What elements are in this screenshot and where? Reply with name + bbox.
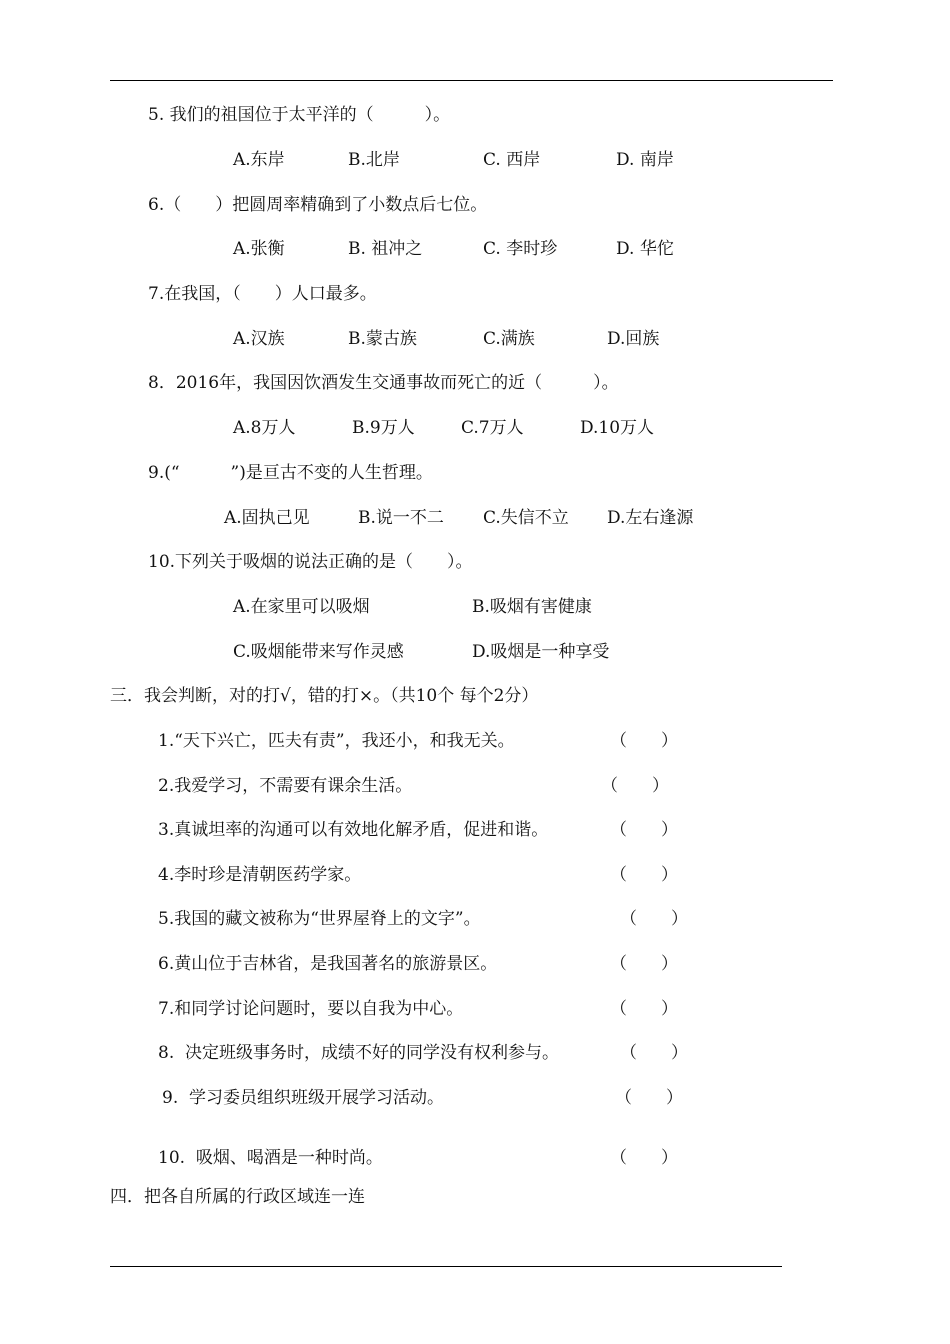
question-10-stem: 10.下列关于吸烟的说法正确的是（ ）。: [148, 552, 473, 572]
section-4-title: 四．把各自所属的行政区域连一连: [110, 1187, 365, 1207]
question-8-option-a: A.8万人: [233, 418, 296, 438]
question-7-option-d: D.回族: [607, 329, 660, 349]
footer-rule: [110, 1266, 782, 1267]
judge-blank-4[interactable]: （ ）: [610, 865, 678, 885]
question-10-option-a: A.在家里可以吸烟: [233, 597, 370, 617]
question-9-option-b: B.说一不二: [358, 508, 444, 528]
judge-item-10: 10. 吸烟、喝酒是一种时尚。: [158, 1148, 383, 1168]
judge-item-5: 5.我国的藏文被称为“世界屋脊上的文字”。: [158, 909, 481, 929]
judge-blank-9[interactable]: （ ）: [615, 1088, 683, 1108]
question-10-option-c: C.吸烟能带来写作灵感: [233, 642, 404, 662]
header-rule: [110, 80, 833, 81]
question-5-option-a: A.东岸: [233, 150, 285, 170]
judge-item-4: 4.李时珍是清朝医药学家。: [158, 865, 362, 885]
judge-blank-2[interactable]: （ ）: [601, 776, 669, 796]
judge-item-8: 8. 决定班级事务时，成绩不好的同学没有权利参与。: [158, 1043, 560, 1063]
judge-item-3: 3.真诚坦率的沟通可以有效地化解矛盾，促进和谐。: [158, 820, 549, 840]
question-5-option-c: C. 西岸: [483, 150, 541, 170]
question-7-option-a: A.汉族: [233, 329, 285, 349]
question-8-option-b: B.9万人: [352, 418, 415, 438]
question-9-option-a: A.固执己见: [224, 508, 310, 528]
question-10-option-b: B.吸烟有害健康: [472, 597, 592, 617]
judge-blank-7[interactable]: （ ）: [610, 999, 678, 1019]
judge-blank-5[interactable]: （ ）: [620, 909, 688, 929]
question-7-option-c: C.满族: [483, 329, 535, 349]
judge-item-7: 7.和同学讨论问题时，要以自我为中心。: [158, 999, 464, 1019]
judge-blank-3[interactable]: （ ）: [610, 820, 678, 840]
question-6-option-d: D. 华佗: [616, 239, 674, 259]
judge-item-1: 1.“天下兴亡，匹夫有责”，我还小，和我无关。: [158, 731, 515, 751]
question-8-option-c: C.7万人: [461, 418, 524, 438]
question-8-stem: 8．2016年，我国因饮酒发生交通事故而死亡的近（ ）。: [148, 373, 619, 393]
question-6-option-b: B. 祖冲之: [348, 239, 423, 259]
question-5-stem: 5. 我们的祖国位于太平洋的（ ）。: [148, 105, 451, 125]
question-9-option-c: C.失信不立: [483, 508, 569, 528]
question-5-option-d: D. 南岸: [616, 150, 674, 170]
question-10-option-d: D.吸烟是一种享受: [472, 642, 610, 662]
section-3-title: 三．我会判断，对的打√，错的打×。（共10个 每个2分）: [110, 686, 539, 706]
question-5-option-b: B.北岸: [348, 150, 400, 170]
judge-blank-6[interactable]: （ ）: [610, 954, 678, 974]
judge-item-9: 9. 学习委员组织班级开展学习活动。: [162, 1088, 445, 1108]
question-9-stem: 9.(“ ”)是亘古不变的人生哲理。: [148, 463, 433, 483]
question-6-option-c: C. 李时珍: [483, 239, 558, 259]
question-6-stem: 6.（ ）把圆周率精确到了小数点后七位。: [148, 195, 488, 215]
question-6-option-a: A.张衡: [233, 239, 285, 259]
question-8-option-d: D.10万人: [580, 418, 655, 438]
judge-blank-10[interactable]: （ ）: [610, 1148, 678, 1168]
question-7-option-b: B.蒙古族: [348, 329, 417, 349]
judge-item-2: 2.我爱学习，不需要有课余生活。: [158, 776, 413, 796]
judge-item-6: 6.黄山位于吉林省，是我国著名的旅游景区。: [158, 954, 498, 974]
question-9-option-d: D.左右逢源: [607, 508, 694, 528]
question-7-stem: 7.在我国，（ ）人口最多。: [148, 284, 377, 304]
judge-blank-1[interactable]: （ ）: [610, 731, 678, 751]
judge-blank-8[interactable]: （ ）: [620, 1043, 688, 1063]
